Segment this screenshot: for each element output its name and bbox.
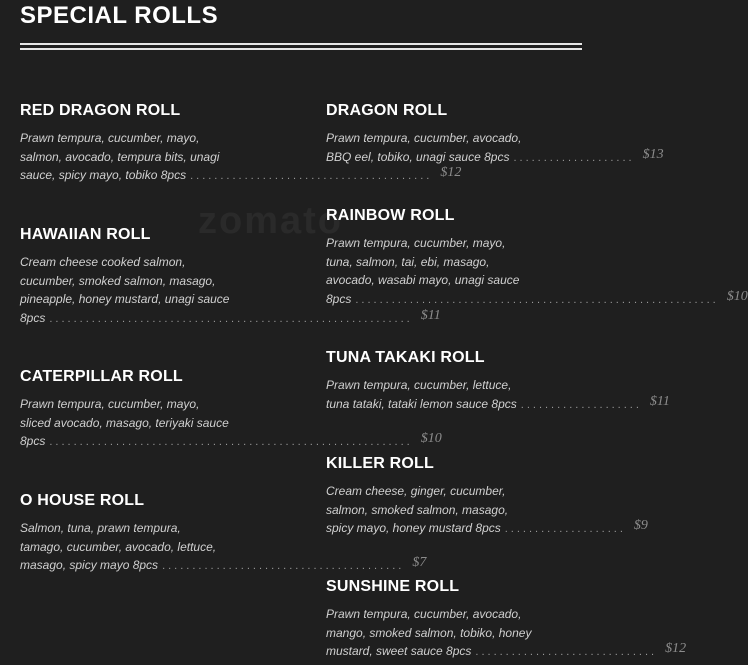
title-divider-top xyxy=(20,43,582,45)
item-name: CATERPILLAR ROLL xyxy=(20,368,183,385)
item-price: $13 xyxy=(642,146,664,162)
item-description: Cream cheese cooked salmon, cucumber, smoked salmon, masago, pineapple, honey mustard, unagi sauce 8pcs ............................................................ $11 xyxy=(20,255,441,325)
item-description: Prawn tempura, cucumber, avocado, BBQ eel, tobiko, unagi sauce 8pcs .................... $13 xyxy=(326,131,664,164)
item-name: DRAGON ROLL xyxy=(326,102,448,119)
item-price: $12 xyxy=(440,165,462,180)
item-description: Cream cheese, ginger, cucumber, salmon, smoked salmon, masago, spicy mayo, honey mustard 8pcs .................... $9 xyxy=(326,484,648,535)
item-name: RAINBOW ROLL xyxy=(326,207,455,224)
item-name: O HOUSE ROLL xyxy=(20,492,145,509)
item-price: $11 xyxy=(420,307,441,323)
item-price: $12 xyxy=(665,641,687,656)
item-name: TUNA TAKAKI ROLL xyxy=(326,349,485,366)
menu-item xyxy=(20,367,442,452)
menu-item xyxy=(326,348,670,414)
title-divider-bottom xyxy=(20,48,582,50)
menu-item xyxy=(326,454,648,539)
menu-item xyxy=(326,206,748,309)
watermark: zomato xyxy=(198,200,343,242)
item-name: SUNSHINE ROLL xyxy=(326,578,460,595)
item-price: $9 xyxy=(633,518,648,533)
item-price: $10 xyxy=(726,288,748,304)
item-description: Prawn tempura, cucumber, avocado, mango, smoked salmon, tobiko, honey mustard, sweet sauce 8pcs .............................. $12 xyxy=(326,607,687,658)
item-price: $10 xyxy=(420,431,442,446)
item-name: RED DRAGON ROLL xyxy=(20,102,181,119)
item-name: HAWAIIAN ROLL xyxy=(20,226,151,243)
menu-item xyxy=(20,101,462,186)
item-price: $11 xyxy=(649,393,670,409)
item-name: KILLER ROLL xyxy=(326,455,434,472)
item-description: Prawn tempura, cucumber, lettuce, tuna tataki, tataki lemon sauce 8pcs .................... $11 xyxy=(326,378,670,411)
item-price: $7 xyxy=(412,555,427,570)
page-title: SPECIAL ROLLS xyxy=(20,2,219,29)
item-description: Salmon, tuna, prawn tempura, tamago, cucumber, avocado, lettuce, masago, spicy mayo 8pcs ........................................ $7 xyxy=(20,521,427,572)
menu-item xyxy=(326,101,664,167)
menu-item xyxy=(326,577,687,662)
menu-item xyxy=(20,225,441,328)
item-description: Prawn tempura, cucumber, mayo, sliced avocado, masago, teriyaki sauce 8pcs ............................................................ $10 xyxy=(20,397,442,448)
item-description: Prawn tempura, cucumber, mayo, tuna, salmon, tai, ebi, masago, avocado, wasabi mayo, unagi sauce 8pcs ............................................................ $10 xyxy=(326,236,748,306)
item-description: Prawn tempura, cucumber, mayo, salmon, avocado, tempura bits, unagi sauce, spicy mayo, tobiko 8pcs ........................................ $12 xyxy=(20,131,462,182)
menu-item xyxy=(20,491,427,576)
